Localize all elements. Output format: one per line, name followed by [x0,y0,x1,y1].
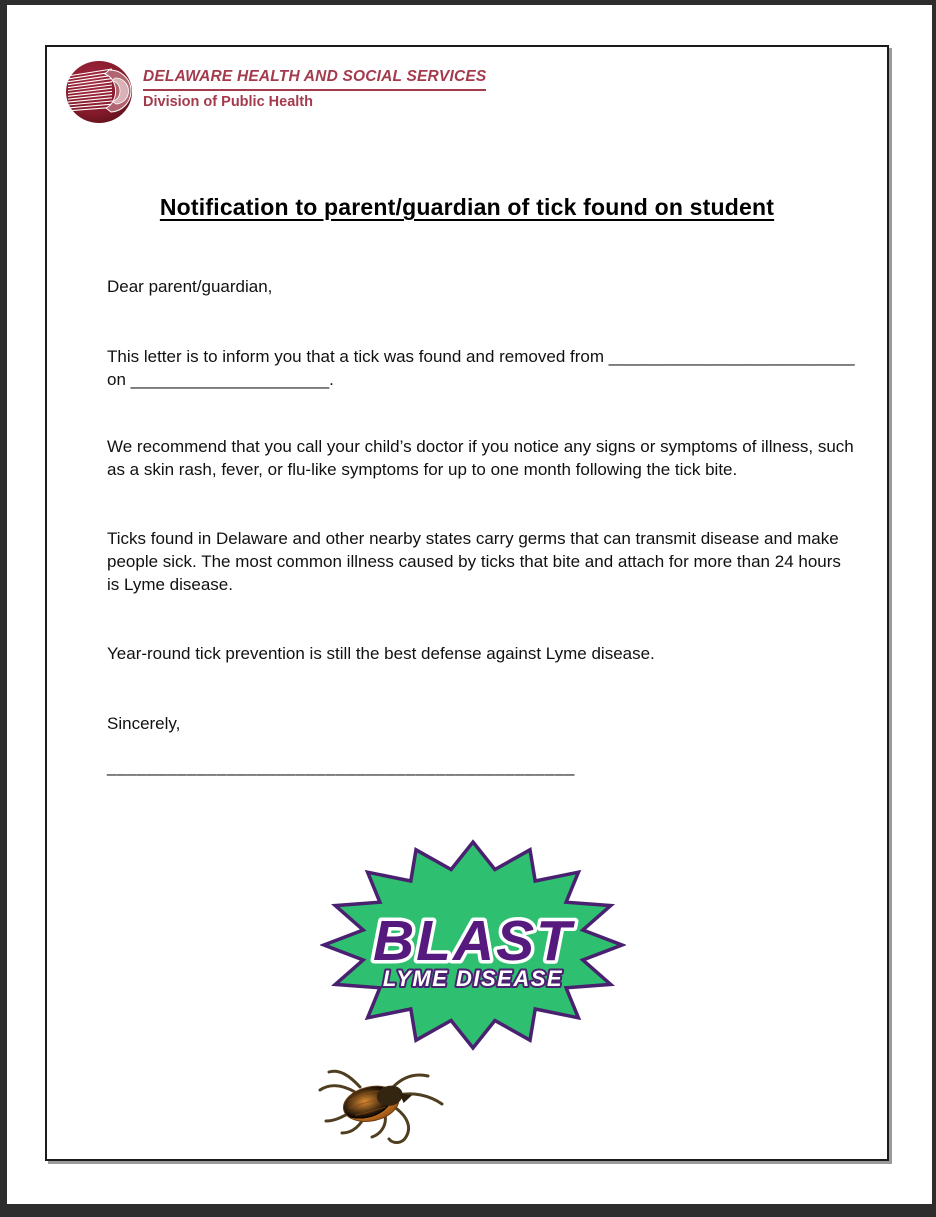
signature-line: _______________________________________________ [107,757,575,776]
org-name: DELAWARE HEALTH AND SOCIAL SERVICES [143,68,486,91]
blast-starburst-icon [320,838,626,1052]
recommend-paragraph: We recommend that you call your child’s doctor if you notice any signs or symptoms of illness, such as a skin rash, fever, or flu-like symptoms for up to one month following the tick bite. [107,437,854,479]
deer-tick-photo-icon [315,1059,457,1151]
prevention-paragraph: Year-round tick prevention is still the best defense against Lyme disease. [107,644,655,663]
division-name: Division of Public Health [143,94,313,110]
inform-prefix-text: This letter is to inform you that a tick was found and removed from [107,347,609,366]
student-name-blank: __________________________ [608,347,855,366]
closing: Sincerely, [107,714,181,733]
letter-sheet [45,45,889,1161]
letter-title: Notification to parent/guardian of tick found on student [159,194,775,220]
letter-body [107,47,855,778]
blast-word-text: BLAST [373,909,573,973]
inform-paragraph [107,345,855,391]
blast-subtitle-text: LYME DISEASE [382,966,564,991]
ticks-info-paragraph: Ticks found in Delaware and other nearby states carry germs that can transmit disease and make people sick. The most common illness caused by ticks that bite and attach for more than 24 hours is Lyme disease. [107,529,841,594]
salutation: Dear parent/guardian, [107,277,273,296]
inform-on-text: on [107,370,131,389]
date-blank: _____________________. [130,370,334,389]
